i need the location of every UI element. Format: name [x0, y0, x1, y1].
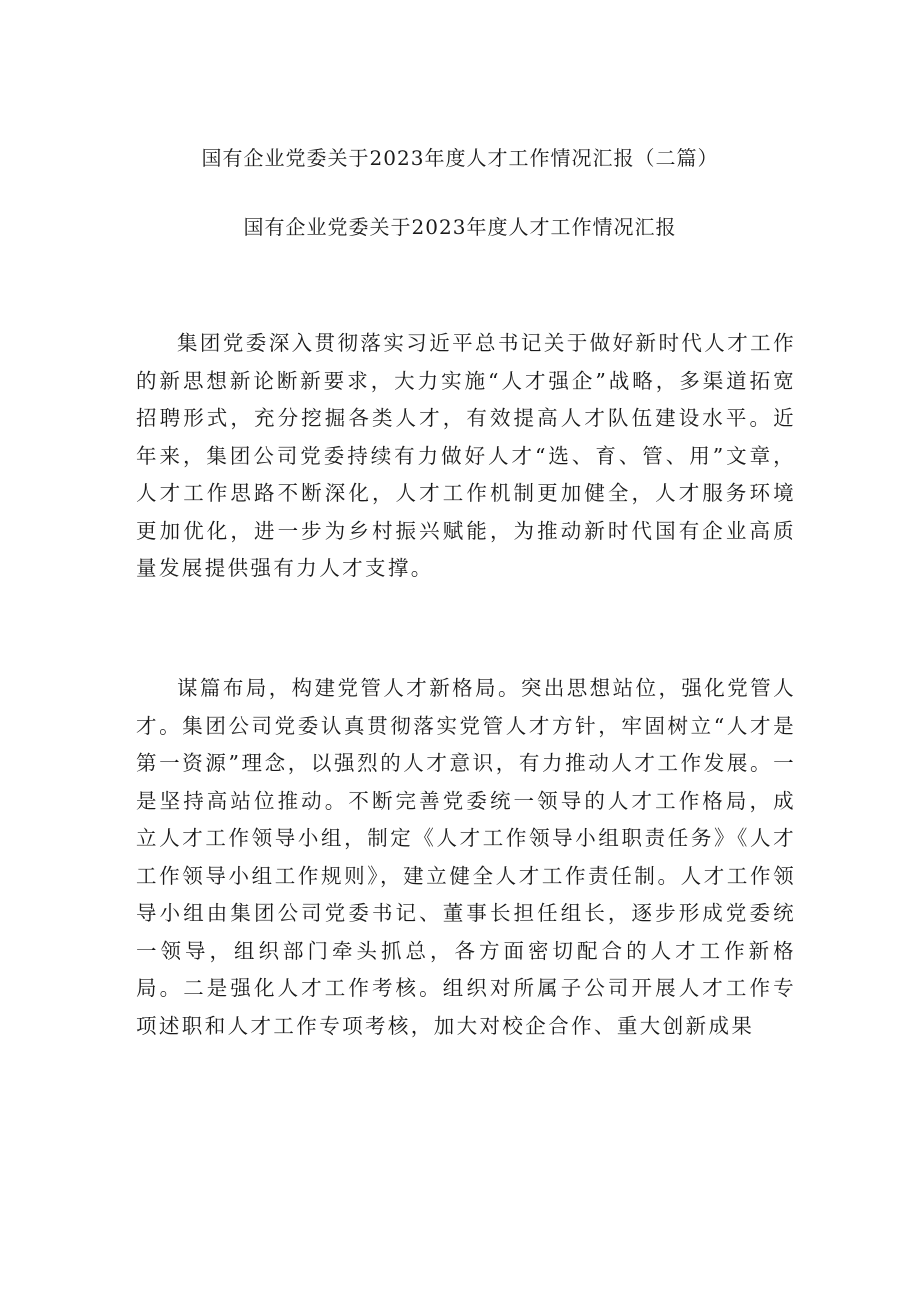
document-subtitle: 国有企业党委关于2023年度人才工作情况汇报: [243, 215, 677, 239]
body-paragraph: 集团党委深入贯彻落实习近平总书记关于做好新时代人才工作的新思想新论断新要求，大力实施“人才强企”战略，多渠道拓宽招聘形式，充分挖掘各类人才，有效提高人才队伍建设水平。近年来，集团公司党委持续有力做好人才“选、育、管、用”文章，人才工作思路不断深化，人才工作机制更加健全，人才服务环境更加优化，进一步为乡村振兴赋能，为推动新时代国有企业高质量发展提供强有力人才支撑。: [136, 331, 796, 580]
body-paragraph: 谋篇布局，构建党管人才新格局。突出思想站位，强化党管人才。集团公司党委认真贯彻落实党管人才方针，牢固树立“人才是第一资源”理念，以强烈的人才意识，有力推动人才工作发展。一是坚持高站位推动。不断完善党委统一领导的人才工作格局，成立人才工作领导小组，制定《人才工作领导小组职责任务》《人才工作领导小组工作规则》，建立健全人才工作责任制。人才工作领导小组由集团公司党委书记、董事长担任组长，逐步形成党委统一领导，组织部门牵头抓总，各方面密切配合的人才工作新格局。二是强化人才工作考核。组织对所属子公司开展人才工作专项述职和人才工作专项考核，加大对校企合作、重大创新成果: [136, 676, 796, 1038]
document-title: 国有企业党委关于2023年度人才工作情况汇报（二篇）: [201, 146, 719, 170]
